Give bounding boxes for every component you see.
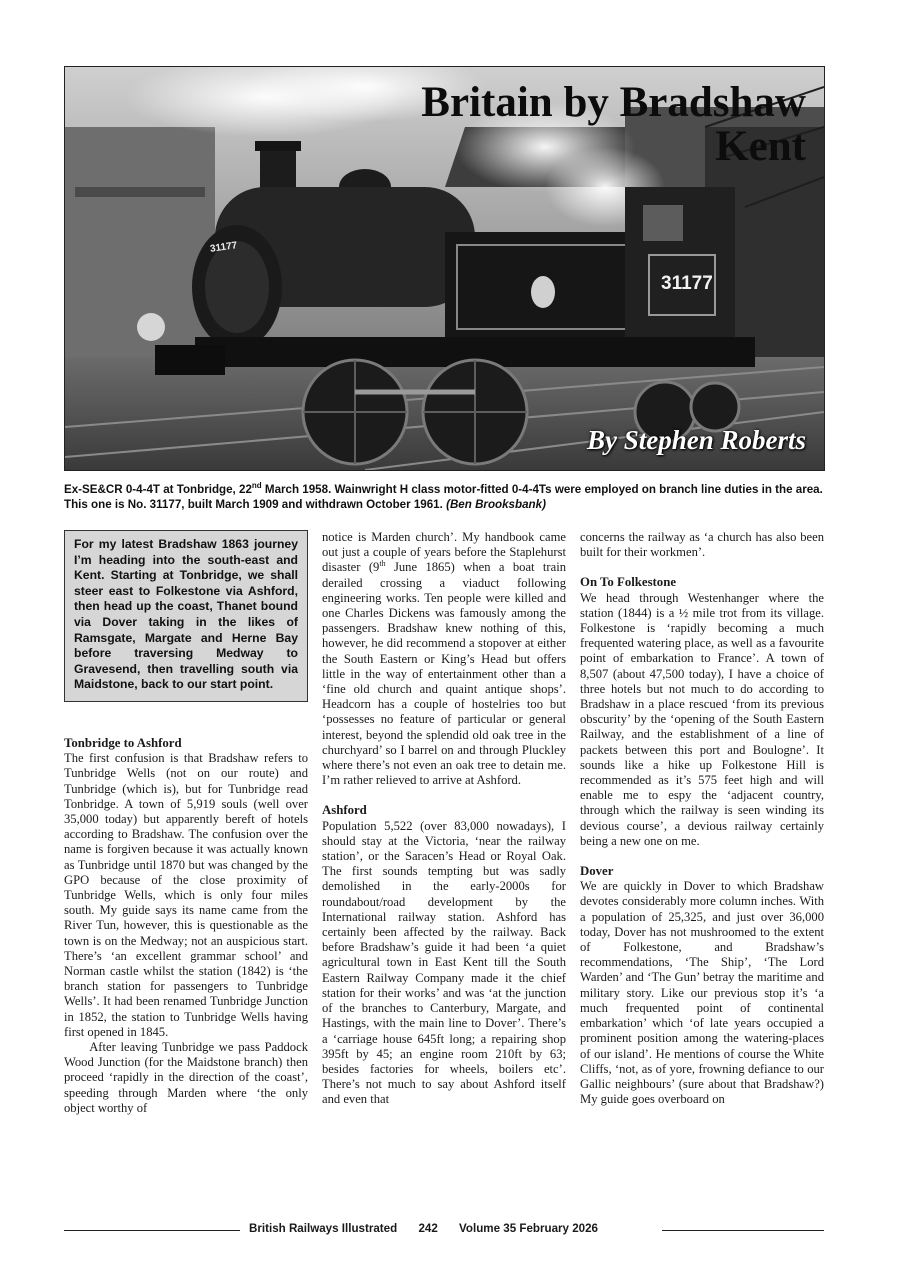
photo-caption	[64, 482, 824, 512]
caption-text-part2: March 1958. Wainwright H class motor-fitted 0-4-4Ts were employed on branch line duties in the area. This one is No. 31177, built March 1909 and withdrawn October 1961.	[64, 483, 823, 511]
marden-text-b: June 1865) when a boat train derailed crossing a viaduct following engineering works. Ten people were killed and one Charles Dickens was famously among the passengers. Bradshaw knew nothing of this, however, he did recommend a stopover at either the South Eastern or King’s Head but offers little in the way of entertainment other than a ‘fine old church and quaint antique shops’. Headcorn has a couple of hostelries too but ‘possesses no feature of particular or general interest, beyond the splendid old oak tree in the churchyard’ so I barrel on and through Pluckley where there’s not even an oak tree to detain me. I’m rather relieved to arrive at Ashford.	[322, 560, 566, 788]
caption-text-part1: Ex-SE&CR 0-4-4T at Tonbridge, 22	[64, 483, 252, 496]
title-line-2: Kent	[715, 123, 806, 170]
photo-credit: (Ben Brooksbank)	[446, 498, 546, 511]
footer-text	[249, 1222, 654, 1235]
marden-text-a: notice is Marden church’. My handbook came out just a couple of years before the Staplehurst disaster (9	[322, 530, 566, 575]
footer-rule-left	[64, 1230, 240, 1231]
footer-publication: British Railways Illustrated	[249, 1222, 398, 1235]
column-3	[580, 530, 824, 1107]
intro-box: For my latest Bradshaw 1863 journey I’m heading into the south-east and Kent. Starting at Tonbridge, we shall steer east to Folkestone via Ashford, then head up the coast, Thanet bound via Dover taking in the likes of Ramsgate, Margate and Herne Bay before traversing Medway to Gravesend, then travelling south via Maidstone, back to our start point.	[64, 530, 308, 702]
section-heading-folkestone: On To Folkestone	[580, 575, 677, 590]
page-title	[421, 81, 806, 169]
title-line-1: Britain by Bradshaw	[421, 79, 806, 126]
paragraph-marden	[322, 530, 566, 788]
footer-page-number: 242	[418, 1222, 438, 1235]
caption-superscript: nd	[251, 481, 262, 491]
paragraph-tonbridge-2: After leaving Tunbridge we pass Paddock Wood Junction (for the Maidstone branch) then proceed ‘rapidly in the direction of the coast’, speeding through Marden where ‘the only object worthy of	[64, 1040, 308, 1115]
paragraph-ashford-cont: concerns the railway as ‘a church has also been built for their workmen’.	[580, 530, 824, 560]
section-heading-ashford: Ashford	[322, 803, 367, 818]
paragraph-tonbridge-1: The first confusion is that Bradshaw refers to Tunbridge Wells (not on our route) and Tunbridge (which is), but for Tunbridge read Tonbridge. A town of 5,919 souls (well over 35,000 today) but apparently bereft of hotels according to Bradshaw. The confusion over the name is forgiven because it was actually known as Tunbridge until 1870 but was changed by the GPO because of the close proximity of Tunbridge Wells, which is only four miles south. My guide says its name came from the River Tun, however, this is questionable as the town is on the Medway; not an auspicious start. There’s ‘an excellent grammar school’ and Norman castle whilst the station (1842) is ‘the branch station for passengers to Tunbridge Wells’. It had been renamed Tunbridge Junction in 1852, the station to Tunbridge Wells having first opened in 1845.	[64, 751, 308, 1039]
footer-issue: Volume 35 February 2026	[459, 1222, 598, 1235]
smokebox-number: 31177	[209, 240, 238, 255]
paragraph-ashford: Population 5,522 (over 83,000 nowadays), I should stay at the Victoria, ‘near the railway station’, or the Saracen’s Head or Royal Oak. The first sounds tempting but was sadly demolished in the early-2000s for roundabout/road development by the International railway station. Ashford has certainly been affected by the railway. Back before Bradshaw’s guide it had been ‘a quiet agricultural town in East Kent till the South Eastern Railway Company made it the chief station for their works’ and was ‘at the junction of the branches to Canterbury, Margate, and Hastings, with the main line to Dover’. There’s a ‘carriage house 645ft long; a repairing shop 395ft by 45; an engine room 210ft by 63; besides factories for wheels, boilers etc’. There’s not much to say about Ashford itself and even that	[322, 818, 566, 1107]
author-byline: By Stephen Roberts	[586, 425, 806, 455]
marden-superscript: th	[379, 559, 386, 569]
column-2	[322, 530, 566, 1108]
paragraph-folkestone: We head through Westenhanger where the station (1844) is a ½ mile trot from its village. Folkestone is ‘rapidly becoming a much frequented watering place, as well as a favourite point of embarkation to France’. A town of 8,507 (about 47,500 today), I have a choice of three hotels but not much to do according to Bradshaw in a place rescued ‘from its previous obscurity’ by the ‘opening of the South Eastern Railway, and the establishment of a line of packets between this port and Boulogne’. It sounds like a hike up Folkestone Hill is recommended as it’s 575 feet high and will enable me to espy the ‘adjacent country, through which the railway is seen winding its devious course’, a devious railway certainly being a new one on me.	[580, 590, 824, 848]
section-heading-tonbridge: Tonbridge to Ashford	[64, 735, 182, 750]
column-1	[64, 530, 308, 1116]
hero-photo	[64, 66, 825, 471]
footer-rule-right	[662, 1230, 824, 1231]
page-footer	[64, 1222, 824, 1238]
paragraph-dover: We are quickly in Dover to which Bradshaw devotes considerably more column inches. With a population of 25,325, and just over 36,000 today, Dover has not mushroomed to the extent of Folkestone, and Bradshaw’s recommendations, ‘The Ship’, ‘The Lord Warden’ and ‘The Gun’ betray the maritime and military story. Like our previous stop it’s ‘a much frequented point of continental embarkation’ which ‘of late years occupied a prominent position among the watering-places of our island’. He mentions of course the White Cliffs, ‘not, as of yore, frowning defiance to our Gallic neighbours’ (sure about that Bradshaw?) My guide goes overboard on	[580, 879, 824, 1107]
section-heading-dover: Dover	[580, 864, 614, 879]
cab-side-number: 31177	[661, 273, 713, 294]
